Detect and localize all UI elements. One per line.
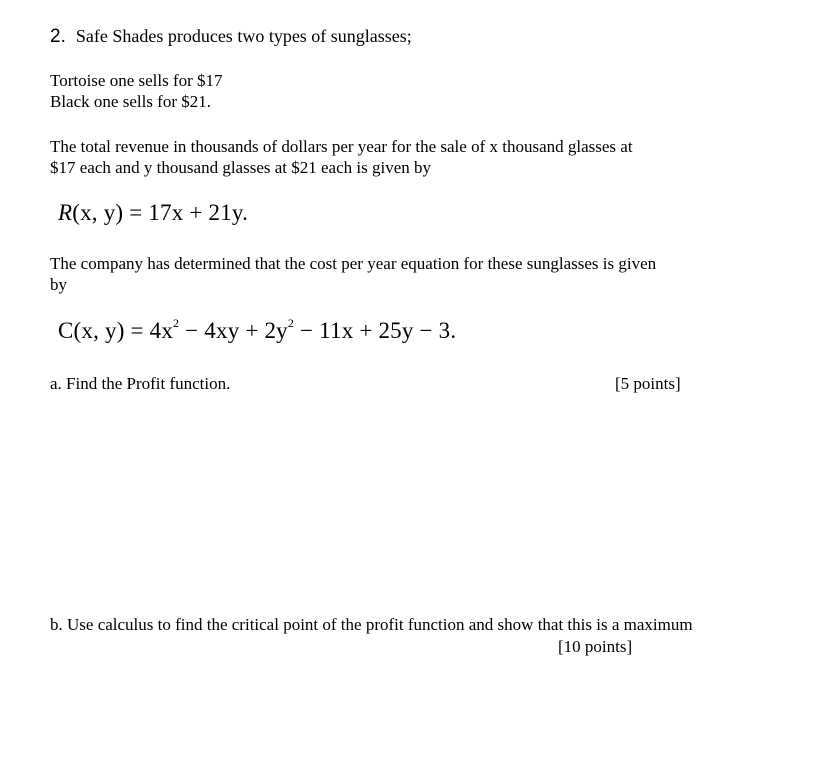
question-heading [50,26,412,47]
revenue-args: (x, y) [72,200,124,225]
part-a-points: [5 points] [615,374,681,393]
revenue-text-line1: The total revenue in thousands of dollars per year for the sale of x thousand glasses at [50,137,633,156]
cost-exp2: 2 [287,316,295,330]
revenue-equation [58,200,248,226]
cost-exp1: 2 [173,316,180,330]
part-a-text: a. Find the Profit function. [50,374,231,393]
cost-text-line2: by [50,275,67,294]
price-black: Black one sells for $21. [50,92,211,111]
cost-equation [58,318,456,344]
question-number: 2. [50,26,66,47]
cost-lhs: C(x, y) = 4x [58,318,174,343]
cost-text-line1: The company has determined that the cost per year equation for these sunglasses is given [50,254,657,273]
part-b-text: b. Use calculus to find the critical point of the profit function and show that this is a maximum [50,615,693,634]
question-intro: Safe Shades produces two types of sunglasses; [75,26,412,46]
part-b-points: [10 points] [558,637,633,656]
revenue-text-line2: $17 each and y thousand glasses at $21 each is given by [50,158,431,177]
cost-rest: − 11x + 25y − 3. [294,318,457,343]
price-tortoise: Tortoise one sells for $17 [50,71,223,90]
revenue-rhs: = 17x + 21y. [123,200,249,225]
revenue-fn: R [58,200,73,225]
cost-mid: − 4xy + 2y [179,318,288,343]
